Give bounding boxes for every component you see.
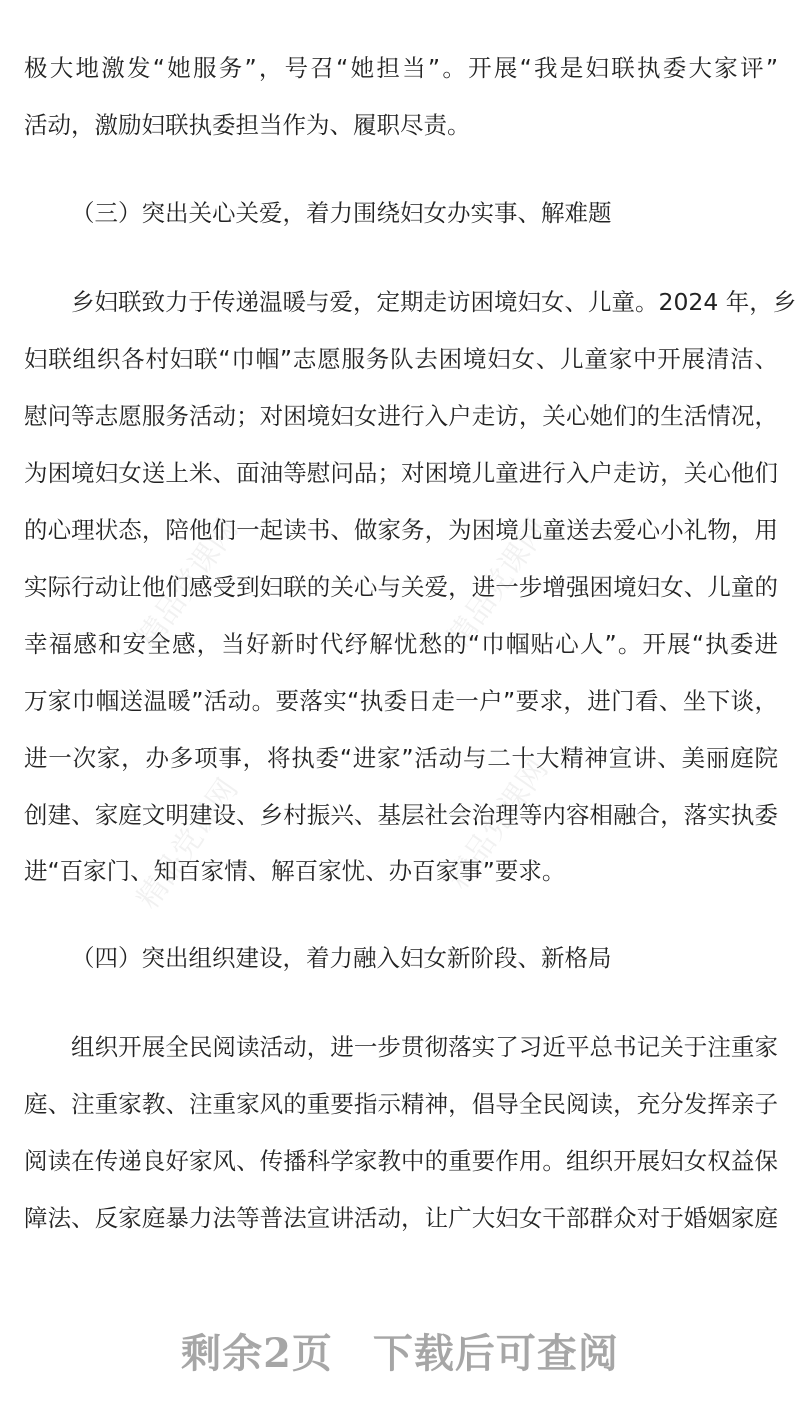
paragraph-line: 慰问等志愿服务活动；对困境妇女进行入户走访，关心她们的生活情况， — [24, 402, 778, 430]
paragraph-line: 组织开展全民阅读活动，进一步贯彻落实了习近平总书记关于注重家 — [71, 1033, 778, 1061]
paragraph-line: 为困境妇女送上米、面油等慰问品；对困境儿童进行入户走访，关心他们 — [24, 459, 778, 487]
paragraph-line: 创建、家庭文明建设、乡村振兴、基层社会治理等内容相融合，落实执委 — [24, 801, 778, 829]
paragraph-line: 障法、反家庭暴力法等普法宣讲活动，让广大妇女干部群众对于婚姻家庭 — [24, 1204, 778, 1232]
paragraph-line: 进“百家门、知百家情、解百家忧、办百家事”要求。 — [24, 857, 566, 885]
remaining-pages-label: 剩余2页 — [181, 1330, 333, 1377]
download-to-view-label[interactable]: 下载后可查阅 — [372, 1330, 619, 1377]
section-heading-4: （四）突出组织建设，着力融入妇女新阶段、新格局 — [71, 944, 612, 972]
watermark: 精品党课网 — [130, 512, 246, 656]
section-heading-3: （三）突出关心关爱，着力围绕妇女办实事、解难题 — [71, 199, 612, 227]
paragraph-line: 庭、注重家教、注重家风的重要指示精神，倡导全民阅读，充分发挥亲子 — [24, 1090, 778, 1118]
paragraph-line: 活动，激励妇联执委担当作为、履职尽责。 — [24, 111, 471, 139]
paragraph-line: 极大地激发“她服务”，号召“她担当”。开展“我是妇联执委大家评” — [24, 54, 778, 82]
paragraph-line: 进一次家，办多项事，将执委“进家”活动与二十大精神宣讲、美丽庭院 — [24, 744, 778, 772]
watermark: 精品党课网 — [130, 772, 246, 916]
download-prompt[interactable] — [0, 1322, 800, 1379]
paragraph-line: 阅读在传递良好家风、传播科学家教中的重要作用。组织开展妇女权益保 — [24, 1147, 778, 1175]
paragraph-line: 万家巾帼送温暖”活动。要落实“执委日走一户”要求，进门看、坐下谈， — [24, 687, 778, 715]
paragraph-line: 乡妇联致力于传递温暖与爱，定期走访困境妇女、儿童。2024 年，乡 — [71, 288, 797, 316]
paragraph-line: 妇联组织各村妇联“巾帼”志愿服务队去困境妇女、儿童家中开展清洁、 — [24, 345, 778, 373]
paragraph-line: 幸福感和安全感，当好新时代纾解忧愁的“巾帼贴心人”。开展“执委进 — [24, 630, 778, 658]
watermark: 精品党课网 — [440, 752, 556, 896]
watermark: 精品党课网 — [440, 512, 556, 656]
paragraph-line: 的心理状态，陪他们一起读书、做家务，为困境儿童送去爱心小礼物，用 — [24, 516, 778, 544]
paragraph-line: 实际行动让他们感受到妇联的关心与关爱，进一步增强困境妇女、儿童的 — [24, 573, 778, 601]
